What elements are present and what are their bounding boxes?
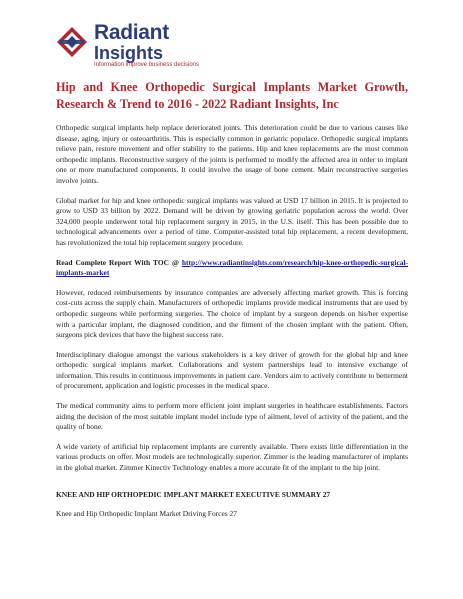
- paragraph-market-value: Global market for hip and knee orthopedic surgical implants was valued at USD 17 billion in 2015. It is projected to grow to USD 33 billion by 2022. Demand will be driven by growing geriatric population across the world. Over 324,000 people underwent total hip replacement surgery in 2015, in the U.S. itself. This has been possible due to technological advancements over a period of time. Computer-assisted total hip replacement, a recent development, has revolutionized the total hip replacement surgery procedure.: [56, 195, 408, 247]
- document-body: [56, 79, 408, 529]
- radiant-insights-logo: [56, 21, 200, 68]
- radiant-logo-icon: [56, 26, 88, 58]
- logo-name: Radiant: [94, 21, 169, 44]
- paragraph-dialogue: Interdisciplinary dialogue amongst the various stakeholders is a key driver of growth for the global hip and knee orthopedic surgical implants market. Collaborations and system partnerships lead to intensive exchange of information. This results in continuous improvements in patient care. Vendors aim to actively contribute to betterment of procurement, application and logistic processes in the medical space.: [56, 349, 408, 391]
- paragraph-medical-community: The medical community aims to perform more efficient joint implant surgeries in healthcare establishments. Factors aiding the decision of the most suitable implant model include type of ailment, level of activity of the patient, and the quality of bone.: [56, 401, 408, 432]
- toc-label: Read Complete Report With TOC @: [56, 257, 179, 267]
- paragraph-reimbursements: However, reduced reimbursements by insurance companies are adversely affecting market growth. This is forcing cost-cuts across the supply chain. Manufacturers of orthopedic implants provide medical instruments that are used by orthopedic surgeons while performing surgeries. The choice of implant by a surgeon depends on his/her expertise with a particular implant, the diagnosed condition, and the fitment of the chosen implant with the patient. Often, surgeons pick devices that have the highest success rate.: [56, 287, 408, 340]
- paragraph-implant-variety: A wide variety of artificial hip replacement implants are currently available. There exists little differentiation in the various products on offer. Most models are technologically superior. Zimmer is the leading manufacturer of implants in the global market. Zimmer Kinectiv Technology enables a more accurate fit of the implant to the hip joint.: [56, 441, 408, 473]
- section-driving-forces: Knee and Hip Orthopedic Implant Market Driving Forces 27: [56, 509, 237, 519]
- section-exec-summary: KNEE AND HIP ORTHOPEDIC IMPLANT MARKET EXECUTIVE SUMMARY 27: [56, 489, 331, 499]
- paragraph-intro: Orthopedic surgical implants help replace deteriorated joints. This deterioration could be due to various causes like disease, aging, injury or osteoarthritis. This is especially common in geriatric populace. Orthopedic surgical implants relieve pain, restore movement and offer stability to the patients. Hip and knee replacements are the most common orthopedic implants. Reconstructive surgery of the joints is performed to modify the affected area in order to implant one or more manufactured components. It could involve the usage of bone cement. Main reconstructive surgeries involve joints.: [56, 123, 408, 185]
- toc-line: [56, 258, 408, 279]
- toc-link[interactable]: http://www.radiantinsights.com/research/hip-knee-orthopedic-surgical-implants-market: [56, 257, 409, 278]
- logo-tagline: Information improve business decisions: [94, 62, 200, 68]
- logo-sub: Insights: [94, 43, 164, 63]
- page-title: Hip and Knee Orthopedic Surgical Implants Market Growth, Research & Trend to 2016 - 2022 Radiant Insights, Inc: [56, 80, 408, 111]
